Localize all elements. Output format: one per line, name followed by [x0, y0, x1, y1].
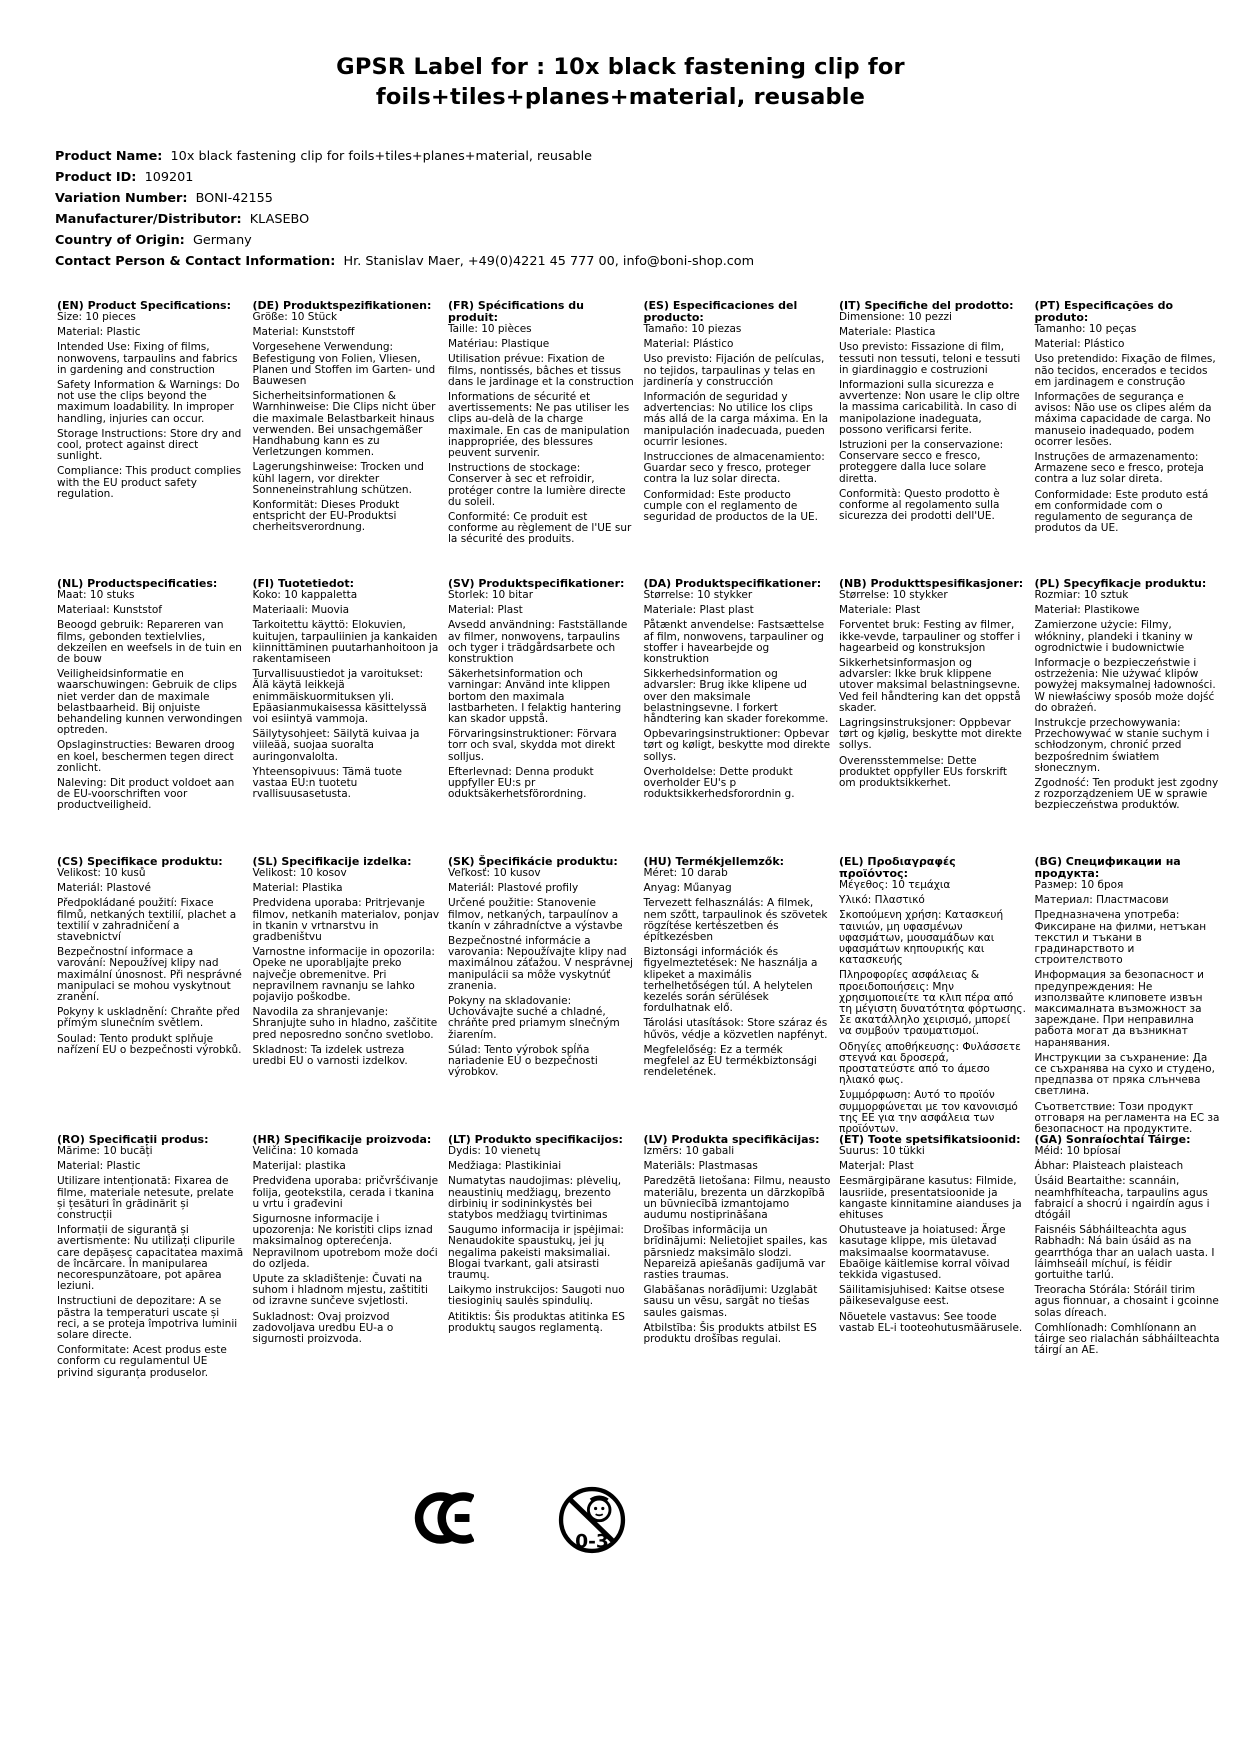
lang-paragraph: Storlek: 10 bitar — [448, 589, 534, 601]
product-info-row — [55, 146, 1185, 167]
lang-title: (LT) Produkto specifikacijos: — [448, 1133, 623, 1146]
product-info-label: Manufacturer/Distributor: — [55, 212, 242, 227]
lang-paragraph: Velikost: 10 kusů — [57, 867, 146, 879]
lang-paragraph: Overensstemmelse: Dette produktet oppfyller EUs forskrift om produktsikkerhet. — [839, 754, 1008, 790]
lang-paragraph: Atitiktis: Šis produktas atitinka ES produktų saugos reglamentą. — [448, 1310, 625, 1334]
lang-paragraph: Tamanho: 10 peças — [1034, 323, 1137, 335]
lang-paragraph: Material: Plast — [448, 604, 523, 617]
lang-paragraph: Vorgesehene Verwendung: Befestigung von Folien, Vliesen, Planen und Stoffen im Garten- und Bauwesen — [252, 341, 436, 388]
lang-paragraph: Påtænkt anvendelse: Fastsættelse af film, nonwovens, tarpauliner og stoffer i havearbejde og konstruktion — [643, 619, 825, 666]
lang-paragraph: Storage Instructions: Store dry and cool, protect against direct sunlight. — [57, 427, 242, 463]
lang-paragraph: Conformità: Questo prodotto è conforme al regolamento sulla sicurezza dei prodotti dell'UE. — [839, 487, 1000, 523]
lang-block-fi — [253, 578, 440, 856]
lang-paragraph: Utilizare intenționată: Fixarea de filme, materiale netesute, prelate și țesături în grădinărit și construcții — [57, 1175, 234, 1222]
lang-block-pl — [1035, 578, 1222, 856]
lang-paragraph: Taille: 10 pièces — [448, 323, 532, 335]
lang-block-el — [839, 856, 1026, 1134]
lang-paragraph: Instrukcje przechowywania: Przechowywać w stanie suchym i schłodzonym, chronić przed bezpośrednim światłem słonecznym. — [1034, 717, 1210, 774]
lang-paragraph: Istruzioni per la conservazione: Conservare secco e fresco, proteggere dalla luce solare diretta. — [839, 439, 1004, 485]
lang-title: (SK) Špecifikácie produktu: — [448, 855, 618, 868]
lang-paragraph: Lagerungshinweise: Trocken und kühl lagern, vor direkter Sonneneinstrahlung schützen. — [252, 461, 424, 496]
lang-paragraph: Μέγεθος: 10 τεμάχια — [839, 879, 951, 891]
lang-paragraph: Turvallisuustiedot ja varoitukset: Älä käytä leikkejä enimmäiskuormituksen yli. Epäasianmukaisessa käsittelyssä voi esiintyä vammoja. — [252, 668, 427, 726]
lang-paragraph: Saugumo informacija ir įspėjimai: Nenaudokite spaustukų, jei jų negalima pakeisti maksimaliai. Blogai tvarkant, gali atsirasti traumų. — [448, 1224, 624, 1282]
lang-paragraph: Matériau: Plastique — [448, 338, 550, 351]
lang-paragraph: Varnostne informacije in opozorila: Opeke ne uporabljajte preko največje obremenitve. Pri nepravilnem ravnanju se lahko pojavijo poškodbe. — [252, 946, 435, 1004]
lang-paragraph: Tarkoitettu käyttö: Elokuvien, kuitujen, tarpauliinien ja kankaiden kiinnittäminen puutarhanhoitoon ja rakentamiseen — [252, 619, 439, 666]
ce-mark-icon — [406, 1490, 474, 1550]
lang-paragraph: Eesmärgipärane kasutus: Filmide, lausriide, presentatsioonide ja kangaste kinnitamine aianduses ja ehituses — [839, 1175, 1022, 1222]
lang-title: (BG) Спецификации на продукта: — [1034, 855, 1181, 880]
lang-title: (NB) Produkttspesifikasjoner: — [839, 577, 1024, 590]
lang-paragraph: Materiaal: Kunststof — [57, 604, 162, 617]
lang-block-cs — [57, 856, 244, 1134]
lang-block-et — [839, 1134, 1026, 1412]
product-info-value: 109201 — [144, 170, 194, 185]
product-info-label: Contact Person & Contact Information: — [55, 254, 336, 269]
lang-block-sk — [448, 856, 635, 1134]
lang-block-es — [644, 300, 831, 578]
lang-paragraph: Skladnost: Ta izdelek ustreza uredbi EU o varnosti izdelkov. — [252, 1043, 408, 1068]
product-info-label: Product Name: — [55, 149, 163, 164]
lang-paragraph: Paredzētā lietošana: Filmu, neausto materiālu, brezenta un dārzkopībā un būvniecībā izmantojamo audumu nostiprināšana — [643, 1175, 831, 1222]
product-info-value: 10x black fastening clip for foils+tiles+planes+material, reusable — [170, 149, 593, 164]
lang-paragraph: Informații de siguranță și avertismente: Nu utilizați clipurile care depășesc capacitatea maximă de încărcare. În manipularea necorespunzătoare, pot apărea leziuni. — [57, 1224, 244, 1293]
lang-title: (FR) Spécifications du produit: — [448, 299, 585, 324]
lang-paragraph: Méid: 10 bpíosaí — [1034, 1145, 1121, 1157]
lang-paragraph: Upute za skladištenje: Čuvati na suhom i hladnom mjestu, zaštititi od izravne sunčeve svjetlosti. — [252, 1273, 428, 1308]
lang-title: (RO) Specificații produs: — [57, 1133, 209, 1146]
lang-paragraph: Numatytas naudojimas: plėvelių, neaustinių medžiagų, brezento dirbinių ir sodininkystės bei statybos medžiagų tvirtinimas — [448, 1175, 622, 1222]
lang-title: (ET) Toote spetsifikatsioonid: — [839, 1133, 1021, 1146]
lang-paragraph: Dydis: 10 vienetų — [448, 1145, 541, 1157]
lang-paragraph: Instructions de stockage: Conserver à sec et refroidir, protéger contre la lumière directe du soleil. — [448, 462, 626, 508]
lang-paragraph: Materiale: Plast — [839, 604, 921, 617]
lang-paragraph: Conformidad: Este producto cumple con el reglamento de seguridad de productos de la UE. — [643, 488, 818, 524]
lang-paragraph: Drošības informācija un brīdinājumi: Nelietojiet spailes, kas pārsniedz maksimālo slodzi. Nepareizā apiešanās gadījumā var rasties traumas. — [643, 1224, 828, 1282]
lang-paragraph: Bezpečnostné informácie a varovania: Nepoužívajte klipy nad maximálnou záťažou. V nesprávnej manipulácii sa môže vyskytnúť zranenia. — [448, 935, 633, 992]
lang-title: (FI) Tuotetiedot: — [252, 577, 354, 590]
lang-block-hr — [253, 1134, 440, 1412]
lang-paragraph: Materiale: Plast plast — [643, 604, 754, 617]
lang-paragraph: Avsedd användning: Fastställande av filmer, nonwovens, tarpaulins och tyger i trädgårdsarbete och konstruktion — [448, 619, 628, 666]
lang-title: (EL) Προδιαγραφές προϊόντος: — [839, 855, 956, 880]
lang-title: (NL) Productspecificaties: — [57, 577, 218, 590]
page-title-line2: foils+tiles+planes+material, reusable — [375, 84, 866, 110]
language-grid — [57, 300, 1230, 1412]
lang-title: (HU) Termékjellemzők: — [643, 855, 785, 868]
lang-paragraph: Tamaño: 10 piezas — [643, 323, 742, 335]
lang-block-bg — [1035, 856, 1222, 1134]
lang-paragraph: Pokyny k uskladnění: Chraňte před přímým slunečním světlem. — [57, 1006, 240, 1030]
lang-paragraph: Úsáid Beartaithe: scannáin, neamhfhíteacha, tarpaulins agus fabraicí a shocrú i ngairdín agus i dtógáil — [1034, 1175, 1210, 1222]
lang-paragraph: Materiál: Plastové — [57, 882, 151, 895]
lang-paragraph: Tervezett felhasználás: A filmek, nem szőtt, tarpaulinok és szövetek rögzítése kertészetben és építkezésben — [643, 897, 828, 944]
lang-block-ro — [57, 1134, 244, 1412]
product-info-row — [55, 167, 1185, 188]
lang-paragraph: Størrelse: 10 stykker — [839, 589, 948, 601]
lang-paragraph: Πληροφορίες ασφάλειας & προειδοποιήσεις: Μην χρησιμοποιείτε τα κλιπ πέρα από τη μέγιστη δυνατότητα φόρτωσης. Σε ακατάλληλο χειρισμό, μπορεί να συμβούν τραυματισμοί. — [839, 969, 1026, 1038]
lang-paragraph: Инструкции за съхранение: Да се съхранява на сухо и студено, предпазва от пряка слънчева светлина. — [1034, 1051, 1215, 1098]
lang-paragraph: Izmērs: 10 gabali — [643, 1145, 735, 1157]
lang-paragraph: Материал: Пластмасови — [1034, 894, 1169, 907]
lang-paragraph: Sigurnosne informacije i upozorenja: Ne koristiti clips iznad maksimalnog opterećenja. Nepravilnom upotrebom može doći do ozljeda. — [252, 1213, 438, 1270]
lang-paragraph: Instructiuni de depozitare: A se păstra la temperaturi uscate și reci, a se proteja împotriva luminii solare directe. — [57, 1295, 238, 1342]
lang-paragraph: Veľkosť: 10 kusov — [448, 867, 541, 879]
lang-paragraph: Säkerhetsinformation och varningar: Använd inte klippen bortom den maximala lastbarheten. I felaktig hantering kan skador uppstå. — [448, 668, 622, 726]
lang-paragraph: Biztonsági információk és figyelmeztetések: Ne használja a klipeket a maximális terhelhetőségen túl. A helytelen kezelés során sérülések fordulhatnak elő. — [643, 946, 818, 1015]
lang-block-ga — [1035, 1134, 1222, 1412]
lang-block-nb — [839, 578, 1026, 856]
lang-paragraph: Yhteensopivuus: Tämä tuote vastaa EU:n tuotetu rvallisuusasetusta. — [252, 765, 403, 801]
lang-paragraph: Conformité: Ce produit est conforme au règlement de l'UE sur la sécurité des produits. — [448, 511, 632, 546]
lang-paragraph: Съответствие: Този продукт отговаря на регламента на ЕС за безопасност на продуктите. — [1034, 1100, 1220, 1136]
age-warning-label: 0-3 — [575, 1531, 609, 1553]
product-info-value: BONI-42155 — [195, 191, 273, 206]
lang-paragraph: Veličina: 10 komada — [252, 1145, 359, 1157]
lang-paragraph: Size: 10 pieces — [57, 311, 136, 323]
lang-paragraph: Předpokládané použití: Fixace filmů, netkaných textilií, plachet a textilií v zahradničení a stavebnictví — [57, 897, 237, 944]
product-info-label: Variation Number: — [55, 191, 188, 206]
lang-paragraph: Uso previsto: Fijación de películas, no tejidos, tarpaulinas y telas en jardinería y construcción — [643, 353, 825, 388]
lang-paragraph: Ábhar: Plaisteach plaisteach — [1034, 1160, 1184, 1173]
lang-block-sl — [253, 856, 440, 1134]
lang-paragraph: Atbilstība: Šis produkts atbilst ES produktu drošības regulai. — [643, 1321, 817, 1346]
lang-title: (ES) Especificaciones del producto: — [643, 299, 798, 324]
lang-paragraph: Tárolási utasítások: Store száraz és hűvös, védje a közvetlen napfényt. — [643, 1017, 828, 1041]
lang-paragraph: Informazioni sulla sicurezza e avvertenze: Non usare le clip oltre la massima caricabilità. In caso di manipolazione inadeguata, possono verificarsi ferite. — [839, 379, 1020, 436]
lang-paragraph: Zgodność: Ten produkt jest zgodny z rozporządzeniem UE w sprawie bezpieczeństwa produktów. — [1034, 777, 1219, 812]
lang-paragraph: Súlad: Tento výrobok spĺňa nariadenie EÚ o bezpečnosti výrobkov. — [448, 1043, 598, 1079]
product-info — [55, 146, 1185, 272]
lang-paragraph: Οδηγίες αποθήκευσης: Φυλάσσετε στεγνά και δροσερά, προστατεύστε από το άμεσο ηλιακό φως. — [839, 1040, 1021, 1087]
product-info-row — [55, 209, 1185, 230]
product-info-row — [55, 188, 1185, 209]
lang-paragraph: Nõuetele vastavus: See toode vastab EL-i tooteohutusmäärusele. — [839, 1310, 1023, 1334]
lang-title: (PT) Especificações do produto: — [1034, 299, 1174, 324]
lang-block-lv — [644, 1134, 831, 1412]
lang-paragraph: Anyag: Műanyag — [643, 882, 732, 895]
lang-paragraph: Sicherheitsinformationen & Warnhinweise: Die Clips nicht über die maximale Belastbarkeit hinaus verwenden. Bei unsachgemäßer Handhabung kann es zu Verletzungen kommen. — [252, 390, 436, 459]
lang-paragraph: Glabāšanas norādījumi: Uzglabāt sausu un vēsu, sargāt no tiešas saules gaismas. — [643, 1284, 818, 1319]
lang-block-fr — [448, 300, 635, 578]
lang-paragraph: Materiale: Plastica — [839, 326, 936, 339]
lang-paragraph: Material: Plastic — [57, 1160, 141, 1173]
lang-block-pt — [1035, 300, 1222, 578]
lang-paragraph: Medžiaga: Plastikiniai — [448, 1160, 562, 1173]
lang-paragraph: Sukladnost: Ovaj proizvod zadovoljava uredbu EU-a o sigurnosti proizvoda. — [252, 1310, 394, 1346]
lang-title: (PL) Specyfikacje produktu: — [1034, 577, 1207, 590]
product-info-value: Germany — [192, 233, 252, 248]
lang-paragraph: Materjal: Plast — [839, 1160, 914, 1173]
lang-title: (HR) Specifikacije proizvoda: — [252, 1133, 432, 1146]
lang-paragraph: Suurus: 10 tükki — [839, 1145, 925, 1157]
lang-paragraph: Rozmiar: 10 sztuk — [1034, 589, 1129, 601]
lang-paragraph: Navodila za shranjevanje: Shranjujte suho in hladno, zaščitite pred neposredno sončno svetlobo. — [252, 1006, 438, 1041]
lang-block-lt — [448, 1134, 635, 1412]
lang-paragraph: Mărime: 10 bucăți — [57, 1145, 153, 1157]
lang-title: (IT) Specifiche del prodotto: — [839, 299, 1014, 312]
lang-paragraph: Informações de segurança e avisos: Não use os clipes além da máxima capacidade de carga. No manuseio inadequado, podem ocorrer lesões. — [1034, 391, 1212, 448]
lang-paragraph: Laikymo instrukcijos: Saugoti nuo tiesioginių saulės spindulių. — [448, 1284, 625, 1308]
lang-paragraph: Material: Plastic — [57, 326, 141, 339]
lang-paragraph: Materiál: Plastové profily — [448, 882, 579, 895]
lang-paragraph: Velikost: 10 kosov — [252, 867, 347, 879]
lang-title: (EN) Product Specifications: — [57, 299, 231, 312]
lang-paragraph: Zamierzone użycie: Filmy, włókniny, plandeki i tkaniny w ogrodnictwie i budownictwie — [1034, 619, 1193, 654]
lang-paragraph: Intended Use: Fixing of films, nonwovens, tarpaulins and fabrics in gardening and construction — [57, 341, 238, 376]
lang-paragraph: Faisnéis Sábháilteachta agus Rabhadh: Ná bain úsáid as na gearrthóga thar an ualach uasta. I láimhseáil míchuí, is féidir gortuithe tarlú. — [1034, 1224, 1215, 1282]
lang-paragraph: Uso previsto: Fissazione di film, tessuti non tessuti, teloni e tessuti in giardinaggio e costruzioni — [839, 341, 1021, 376]
lang-paragraph: Uso pretendido: Fixação de filmes, não tecidos, encerados e tecidos em jardinagem e construção — [1034, 353, 1216, 388]
lang-paragraph: Размер: 10 броя — [1034, 879, 1124, 891]
lang-paragraph: Størrelse: 10 stykker — [643, 589, 753, 601]
lang-paragraph: Utilisation prévue: Fixation de films, nontissés, bâches et tissus dans le jardinage et la construction — [448, 353, 634, 388]
lang-block-sv — [448, 578, 635, 856]
lang-paragraph: Material: Plástico — [1034, 338, 1125, 351]
lang-paragraph: Megfelelőség: Ez a termék megfelel az EU termékbiztonsági rendeletének. — [643, 1043, 817, 1079]
product-info-value: KLASEBO — [249, 212, 310, 227]
lang-paragraph: Predvidena uporaba: Pritrjevanje filmov, netkanih materialov, ponjav in tkanin v vrtnarstvu in gradbeništvu — [252, 897, 440, 944]
product-info-row — [55, 230, 1185, 251]
lang-paragraph: Forventet bruk: Festing av filmer, ikke-vevde, tarpauliner og stoffer i hagearbeid og konstruksjon — [839, 619, 1021, 654]
lang-paragraph: Koko: 10 kappaletta — [252, 589, 358, 601]
lang-paragraph: Υλικό: Πλαστικό — [839, 894, 925, 907]
lang-paragraph: Comhlíonadh: Comhlíonann an táirge seo rialachán sábháilteachta táirgí an AE. — [1034, 1321, 1220, 1357]
lang-paragraph: Lagringsinstruksjoner: Oppbevar tørt og kjølig, beskytte mot direkte sollys. — [839, 717, 1022, 752]
lang-paragraph: Информация за безопасност и предупреждения: Не използвайте клиповете извън максималната възможност за зареждане. При неправилна работа могат да възникнат наранявания. — [1034, 969, 1204, 1049]
lang-paragraph: Naleving: Dit product voldoet aan de EU-voorschriften voor productveiligheid. — [57, 777, 235, 812]
age-warning-icon — [556, 1482, 628, 1562]
page-title — [0, 52, 1241, 112]
product-info-row — [55, 251, 1185, 272]
lang-paragraph: Opbevaringsinstruktioner: Opbevar tørt og køligt, beskytte mod direkte sollys. — [643, 728, 831, 763]
lang-paragraph: Conformitate: Acest produs este conform cu regulamentul UE privind siguranța produselor. — [57, 1344, 227, 1379]
lang-block-en — [57, 300, 244, 578]
lang-block-da — [644, 578, 831, 856]
lang-title: (GA) Sonraíochtaí Táirge: — [1034, 1133, 1191, 1146]
lang-paragraph: Material: Kunststoff — [252, 326, 355, 339]
lang-paragraph: Určené použitie: Stanovenie filmov, netkaných, tarpaulínov a tkanín v záhradníctve a výstavbe — [448, 897, 623, 932]
lang-paragraph: Säilitamisjuhised: Kaitse otsese päikesevalguse eest. — [839, 1284, 1005, 1308]
lang-paragraph: Instrucciones de almacenamiento: Guardar seco y fresco, proteger contra la luz solar directa. — [643, 451, 825, 486]
lang-paragraph: Materiaali: Muovia — [252, 604, 350, 617]
lang-paragraph: Méret: 10 darab — [643, 867, 728, 879]
lang-paragraph: Material: Plástico — [643, 338, 734, 351]
lang-paragraph: Safety Information & Warnings: Do not use the clips beyond the maximum loadability. In improper handling, injuries can occur. — [57, 379, 240, 425]
lang-title: (SL) Specifikacije izdelka: — [252, 855, 412, 868]
lang-paragraph: Opslaginstructies: Bewaren droog en koel, beschermen tegen direct zonlicht. — [57, 739, 235, 774]
lang-title: (CS) Specifikace produktu: — [57, 855, 223, 868]
lang-block-it — [839, 300, 1026, 578]
lang-paragraph: Materiāls: Plastmasas — [643, 1160, 758, 1173]
lang-title: (SV) Produktspecifikationer: — [448, 577, 625, 590]
lang-paragraph: Treoracha Stórála: Stóráil tirim agus fionnuar, a chosaint i gcoinne solas díreach. — [1034, 1284, 1219, 1319]
lang-paragraph: Informations de sécurité et avertissements: Ne pas utiliser les clips au-delà de la charge maximale. En cas de manipulation inappropriée, des blessures peuvent survenir. — [448, 391, 630, 460]
lang-paragraph: Conformidade: Este produto está em conformidade com o regulamento de segurança de produtos da UE. — [1034, 488, 1209, 535]
lang-paragraph: Veiligheidsinformatie en waarschuwingen: Gebruik de clips niet verder dan de maximale belastbaarheid. Bij onjuiste behandeling kunnen verwondingen optreden. — [57, 668, 243, 737]
lang-paragraph: Instruções de armazenamento: Armazene seco e fresco, proteja contra a luz solar direta. — [1034, 451, 1204, 486]
lang-paragraph: Información de seguridad y advertencias: No utilice los clips más allá de la carga máxima. En la manipulación inadecuada, pueden ocurrir lesiones. — [643, 391, 829, 448]
lang-paragraph: Overholdelse: Dette produkt overholder EU's p roduktsikkerhedsforordnin g. — [643, 765, 795, 801]
lang-paragraph: Soulad: Tento produkt splňuje nařízení EU o bezpečnosti výrobků. — [57, 1032, 242, 1056]
lang-title: (DE) Produktspezifikationen: — [252, 299, 432, 312]
lang-paragraph: Informacje o bezpieczeństwie i ostrzeżenia: Nie używać klipów powyżej maksymalnej ładowności. W niewłaściwy sposób może dojść do obrażeń. — [1034, 657, 1216, 714]
lang-paragraph: Material: Plastika — [252, 882, 343, 895]
lang-paragraph: Ohutusteave ja hoiatused: Ärge kasutage klippe, mis ületavad maksimaalse koormatavuse. Ebaõige käitlemise korral võivad tekkida vigastused. — [839, 1224, 1010, 1282]
lang-block-hu — [644, 856, 831, 1134]
product-info-value: Hr. Stanislav Maer, +49(0)4221 45 777 00, info@boni-shop.com — [343, 254, 755, 269]
lang-paragraph: Materiał: Plastikowe — [1034, 604, 1140, 617]
product-info-label: Country of Origin: — [55, 233, 185, 248]
page-title-line1: GPSR Label for : 10x black fastening clip for — [336, 54, 905, 80]
lang-title: (LV) Produkta specifikācijas: — [643, 1133, 820, 1146]
lang-paragraph: Maat: 10 stuks — [57, 589, 135, 601]
lang-paragraph: Größe: 10 Stück — [252, 311, 338, 323]
lang-block-de — [253, 300, 440, 578]
lang-paragraph: Compliance: This product complies with the EU product safety regulation. — [57, 465, 242, 500]
lang-paragraph: Bezpečnostní informace a varování: Nepoužívej klipy nad maximální únosnost. Při nesprávné manipulaci se mohou vyskytnout zranění. — [57, 946, 242, 1004]
footer-symbols — [0, 1480, 1241, 1570]
lang-paragraph: Konformität: Dieses Produkt entspricht der EU-Produktsi cherheitsverordnung. — [252, 499, 400, 534]
lang-paragraph: Pokyny na skladovanie: Uchovávajte suché a chladné, chráňte pred priamym slnečným žiarením. — [448, 995, 620, 1041]
lang-paragraph: Materijal: plastika — [252, 1160, 346, 1173]
lang-paragraph: Predviđena uporaba: pričvršćivanje folija, geotekstila, cerada i tkanina u vrtu i građevini — [252, 1175, 439, 1210]
lang-paragraph: Säilytysohjeet: Säilytä kuivaa ja viileää, suojaa suoralta auringonvalolta. — [252, 728, 420, 763]
product-info-label: Product ID: — [55, 170, 137, 185]
lang-paragraph: Sikkerhedsinformation og advarsler: Brug ikke klipene ud over den maksimale belastningsevne. I forkert håndtering kan skader forekomme. — [643, 668, 829, 726]
lang-paragraph: Dimensione: 10 pezzi — [839, 311, 952, 323]
lang-paragraph: Предназначена употреба: Фиксиране на филми, нетъкан текстил и тъкани в градинарството и строителството — [1034, 909, 1207, 967]
lang-paragraph: Σκοπούμενη χρήση: Κατασκευή ταινιών, μη υφασμένων υφασμάτων, μουσαμάδων και υφασμάτων κηπουρικής και κατασκευής — [839, 909, 1004, 967]
lang-paragraph: Efterlevnad: Denna produkt uppfyller EU:s pr oduktsäkerhetsförordning. — [448, 765, 594, 801]
lang-title: (DA) Produktspecifikationer: — [643, 577, 822, 590]
lang-paragraph: Beoogd gebruik: Repareren van films, gebonden textielvlies, dekzeilen en weefsels in de tuin en de bouw — [57, 619, 242, 666]
lang-paragraph: Sikkerhetsinformasjon og advarsler: Ikke bruk klippene utover maksimal belastningsevne. Ved feil håndtering kan det oppstå skader. — [839, 657, 1021, 714]
lang-paragraph: Förvaringsinstruktioner: Förvara torr och sval, skydda mot direkt solljus. — [448, 728, 617, 763]
lang-block-nl — [57, 578, 244, 856]
lang-paragraph: Συμμόρφωση: Αυτό το προϊόν συμμορφώνεται με τον κανονισμό της ΕΕ για την ασφάλεια των προϊόντων. — [839, 1089, 1018, 1136]
